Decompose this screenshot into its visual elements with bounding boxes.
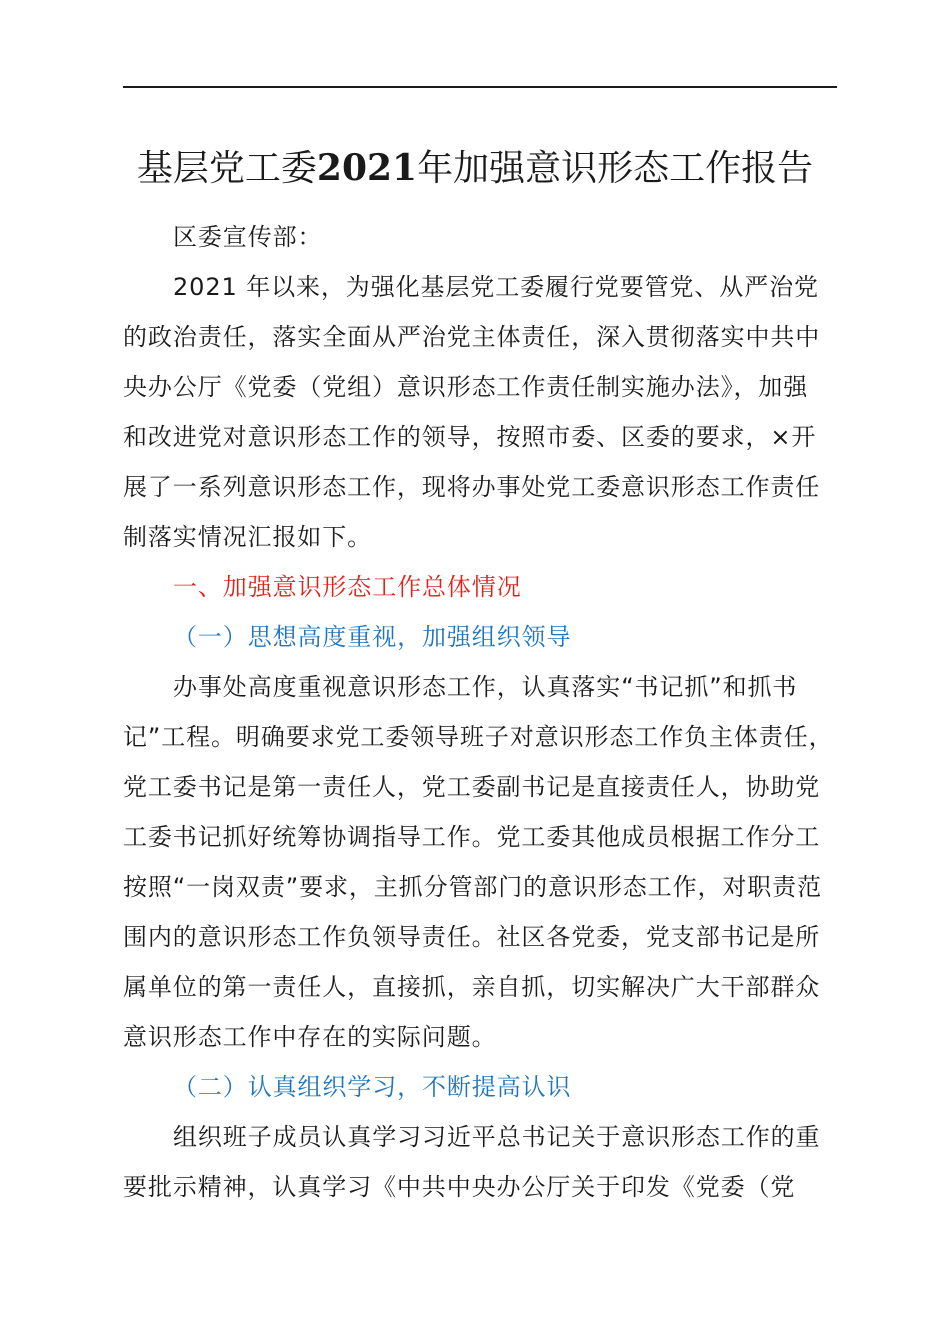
- subheading-1: （一）思想高度重视，加强组织领导: [173, 623, 572, 651]
- para-1-line: 办事处高度重视意识形态工作，认真落实“书记抓”和抓书: [173, 673, 798, 701]
- para-1-line: 党工委书记是第一责任人，党工委副书记是直接责任人，协助党: [123, 773, 821, 801]
- para-1-line: 属单位的第一责任人，直接抓，亲自抓，切实解决广大干部群众: [123, 973, 821, 1001]
- para-1-line: 记”工程。明确要求党工委领导班子对意识形态工作负主体责任，: [123, 723, 834, 751]
- document-title: [0, 146, 950, 191]
- intro-line: 和改进党对意识形态工作的领导，按照市委、区委的要求，×开: [123, 423, 817, 451]
- intro-line: 2021 年以来，为强化基层党工委履行党要管党、从严治党: [173, 273, 819, 301]
- title-prefix: 基层党工委: [136, 148, 317, 189]
- header-rule: [123, 86, 837, 88]
- para-1-line: 按照“一岗双责”要求，主抓分管部门的意识形态工作，对职责范: [123, 873, 822, 901]
- title-suffix: 年加强意识形态工作报告: [417, 148, 814, 189]
- intro-line: 的政治责任，落实全面从严治党主体责任，深入贯彻落实中共中: [123, 323, 821, 351]
- salutation: 区委宣传部：: [173, 223, 323, 251]
- section-heading-1: 一、加强意识形态工作总体情况: [173, 573, 522, 601]
- para-2-line: 组织班子成员认真学习习近平总书记关于意识形态工作的重: [173, 1123, 821, 1151]
- para-1-line: 围内的意识形态工作负领导责任。社区各党委，党支部书记是所: [123, 923, 821, 951]
- para-2-line: 要批示精神，认真学习《中共中央办公厅关于印发《党委（党: [123, 1173, 796, 1201]
- para-1-line: 意识形态工作中存在的实际问题。: [123, 1023, 497, 1051]
- intro-line: 展了一系列意识形态工作，现将办事处党工委意识形态工作责任: [123, 473, 821, 501]
- title-year: 2021: [316, 147, 418, 189]
- para-1-line: 工委书记抓好统筹协调指导工作。党工委其他成员根据工作分工: [123, 823, 821, 851]
- subheading-2: （二）认真组织学习，不断提高认识: [173, 1073, 572, 1101]
- intro-line: 央办公厅《党委（党组）意识形态工作责任制实施办法》，加强: [123, 373, 809, 401]
- intro-line: 制落实情况汇报如下。: [123, 523, 372, 551]
